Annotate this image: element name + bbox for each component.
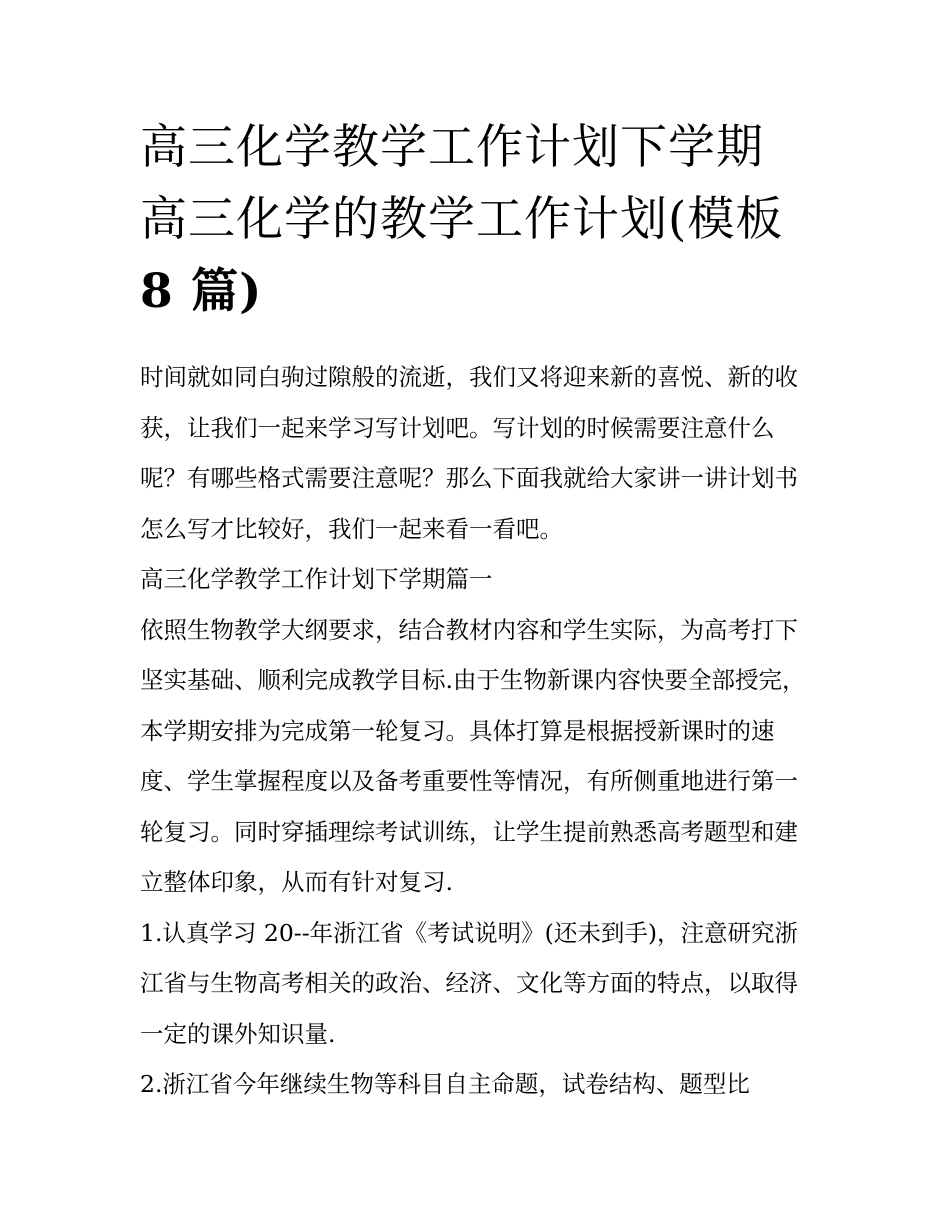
list-item-2: 2.浙江省今年继续生物等科目自主命题，试卷结构、题型比 — [140, 1070, 750, 1098]
document-body — [140, 352, 820, 1110]
title-line-3: 8 篇) — [140, 264, 263, 319]
title-line-2: 高三化学的教学工作计划(模板 — [140, 192, 784, 247]
section-heading: 高三化学教学工作计划下学期篇一 — [140, 565, 493, 593]
paragraph-1: 依照生物教学大纲要求，结合教材内容和学生实际，为高考打下坚实基础、顺利完成教学目标.由于生物新课内容快要全部授完，本学期安排为完成第一轮复习。具体打算是根据授新课时的速度、学生掌握程度以及备考重要性等情况，有所侧重地进行第一轮复习。同时穿插理综考试训练，让学生提前熟悉高考题型和建立整体印象，从而有针对复习. — [140, 615, 806, 896]
title-line-1: 高三化学教学工作计划下学期 — [140, 120, 764, 175]
intro-paragraph: 时间就如同白驹过隙般的流逝，我们又将迎来新的喜悦、新的收获，让我们一起来学习写计划吧。写计划的时候需要注意什么呢？有哪些格式需要注意呢？那么下面我就给大家讲一讲计划书怎么写才比较好，我们一起来看一看吧。 — [140, 363, 798, 543]
list-item-1: 1.认真学习 20--年浙江省《考试说明》(还未到手)，注意研究浙江省与生物高考相关的政治、经济、文化等方面的特点，以取得一定的课外知识量. — [140, 918, 799, 1048]
document-title — [140, 112, 820, 328]
